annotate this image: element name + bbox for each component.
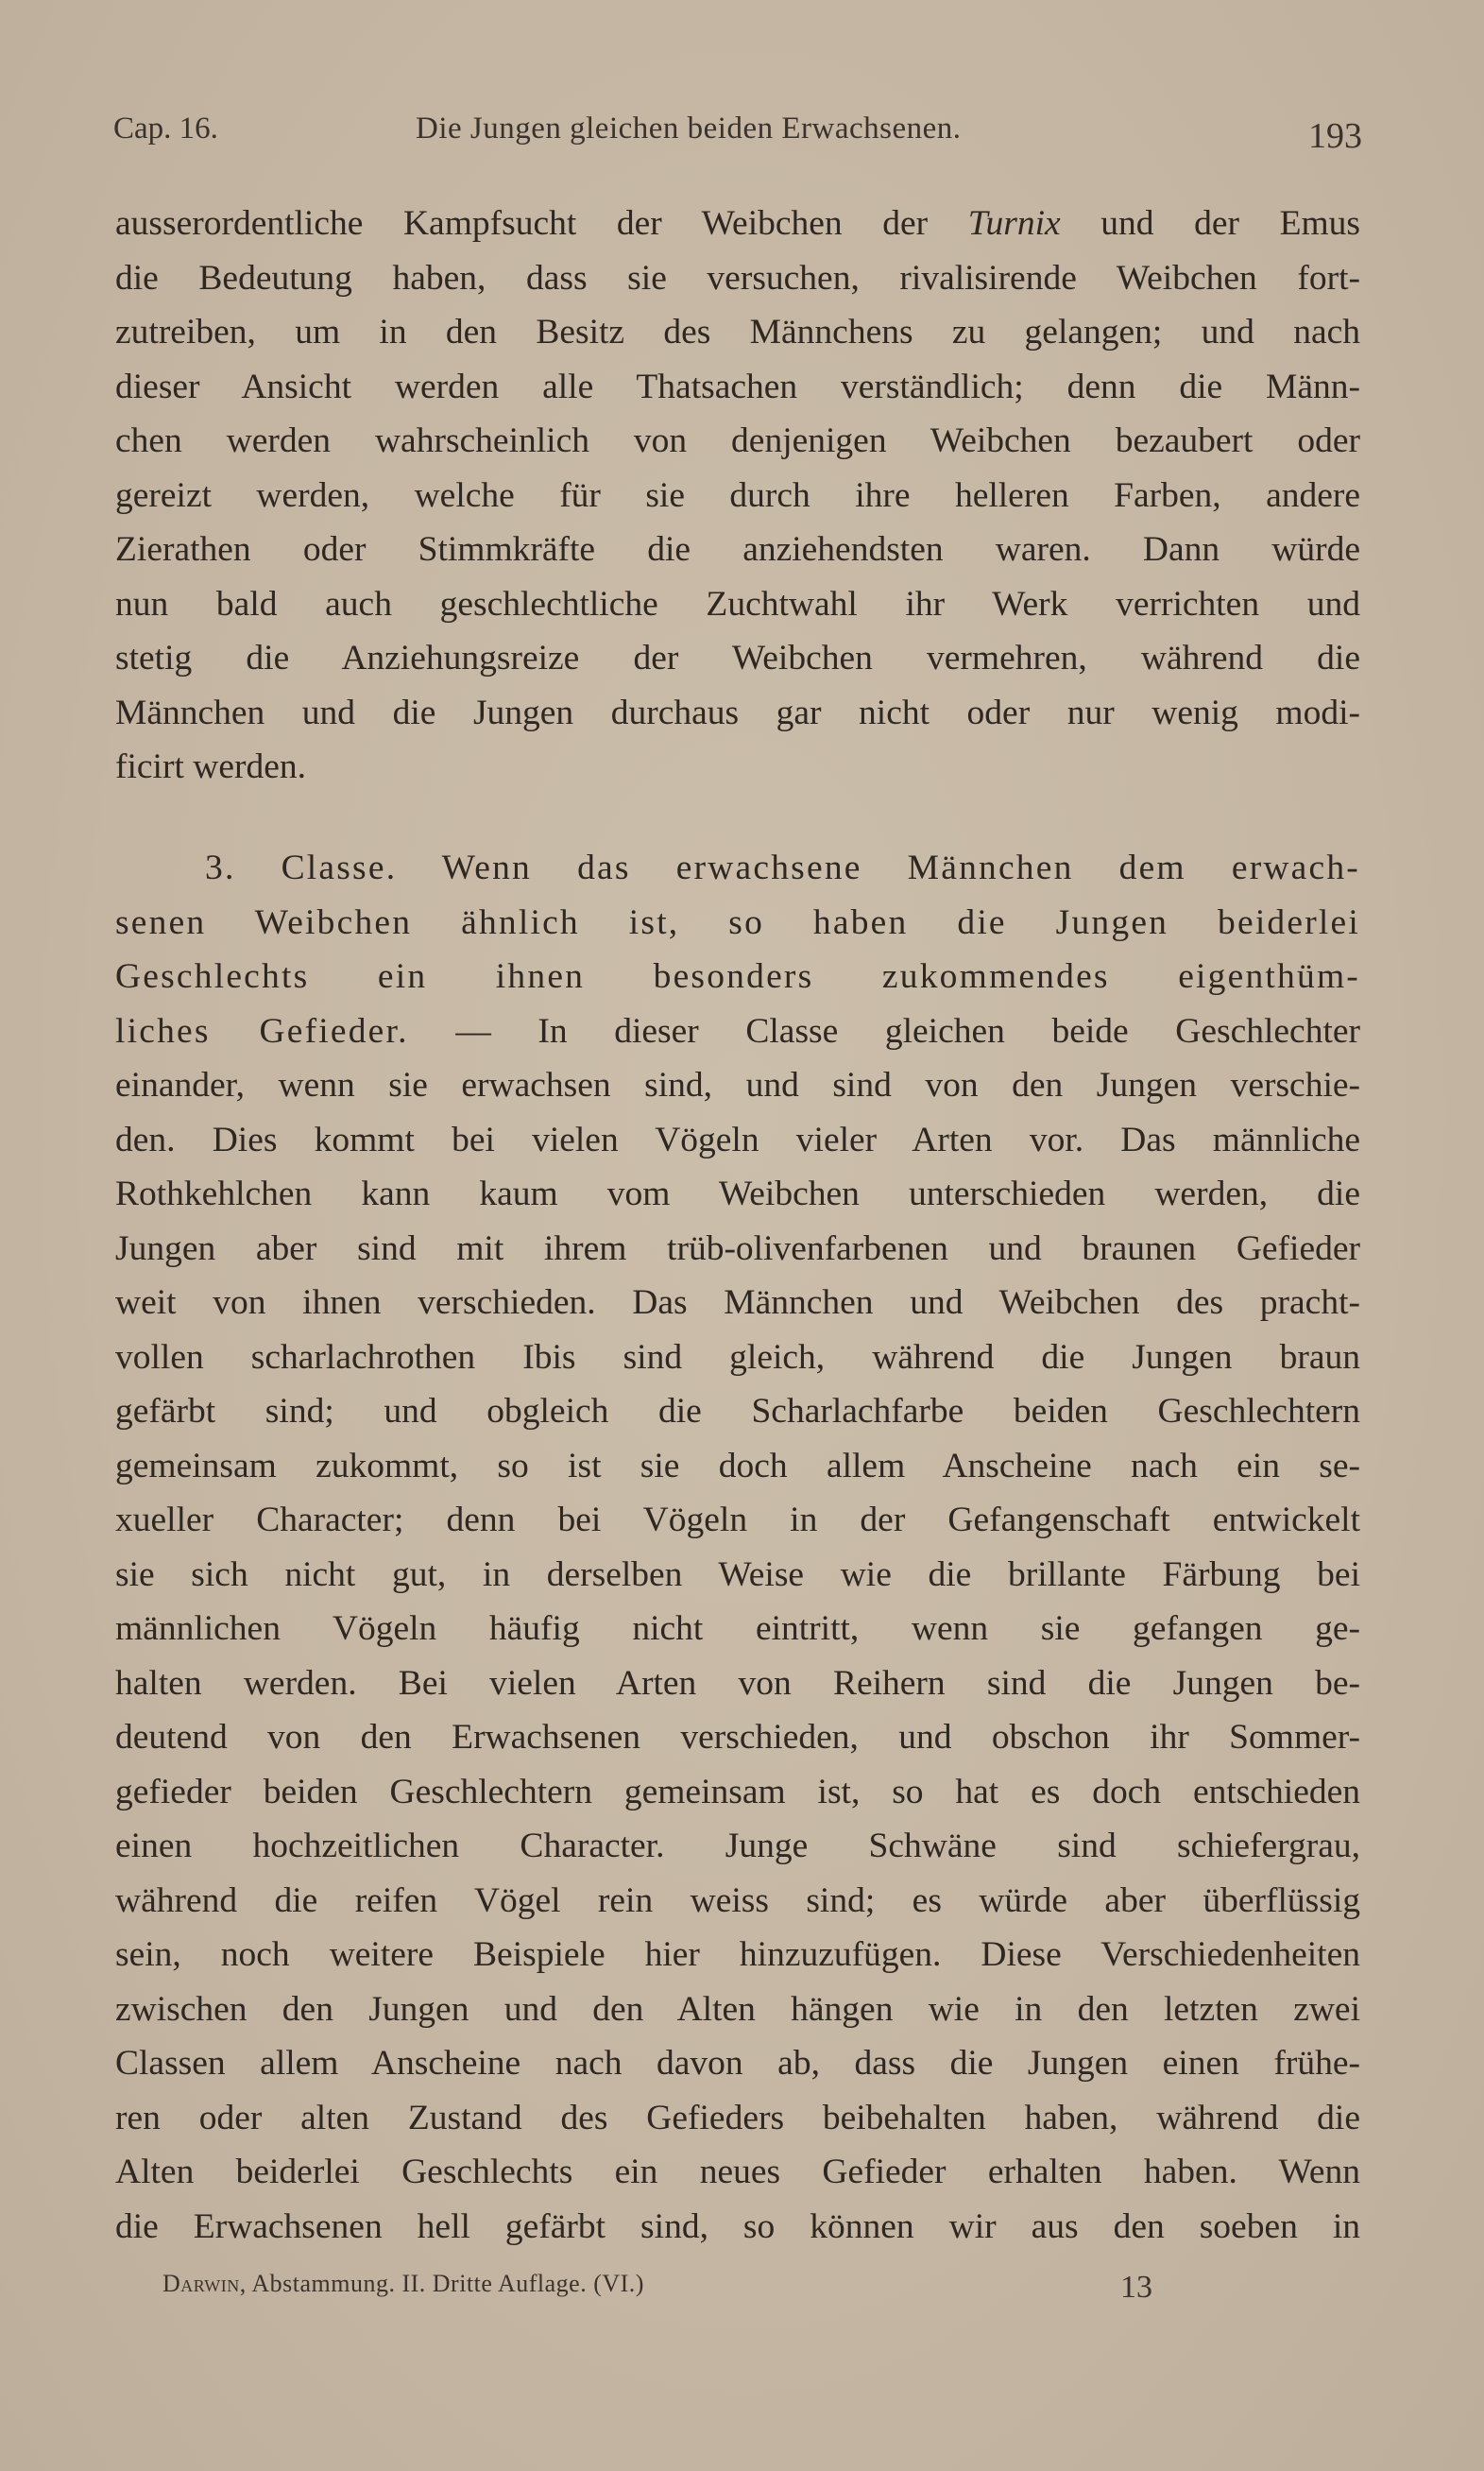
text-line: deutend von den Erwachsenen verschieden, und obschon ihr Sommer- — [115, 1718, 1360, 1757]
chapter-label: Cap. 16. — [113, 112, 218, 146]
paragraph-1 — [115, 197, 1360, 795]
text-line: männlichen Vögeln häufig nicht eintritt, wenn sie gefangen ge- — [115, 1609, 1360, 1648]
spaced-line: 3. Classe. Wenn das erwachsene Männchen dem erwach- — [205, 849, 1360, 887]
text-line: den. Dies kommt bei vielen Vögeln vieler Arten vor. Das männliche — [115, 1120, 1360, 1159]
footer-author: Darwin — [162, 2270, 240, 2297]
text-line: vollen scharlachrothen Ibis sind gleich, während die Jungen braun — [115, 1337, 1360, 1377]
spaced-heading-end: liches Gefieder. — [115, 1011, 409, 1051]
text-line: liches Gefieder. — In dieser Classe gleichen beide Geschlechter — [115, 1011, 1360, 1051]
text-line: Jungen aber sind mit ihrem trüb-olivenfarbenen und braunen Gefieder — [115, 1228, 1360, 1268]
text-line: Zierathen oder Stimmkräfte die anziehendsten waren. Dann würde — [115, 530, 1360, 569]
running-title: Die Jungen gleichen beiden Erwachsenen. — [416, 112, 962, 146]
text-line: ren oder alten Zustand des Gefieders beibehalten haben, während die — [115, 2098, 1360, 2137]
text-line: gefärbt sind; und obgleich die Scharlachfarbe beiden Geschlechtern — [115, 1392, 1360, 1431]
text-line: Männchen und die Jungen durchaus gar nicht oder nur wenig modi- — [115, 693, 1360, 732]
signature-mark: 13 — [1120, 2270, 1152, 2305]
text-line: weit von ihnen verschieden. Das Männchen und Weibchen des pracht- — [115, 1283, 1360, 1322]
paragraph-2 — [115, 841, 1360, 2254]
text-line: stetig die Anziehungsreize der Weibchen vermehren, während die — [115, 639, 1360, 678]
text-line: halten werden. Bei vielen Arten von Reihern sind die Jungen be- — [115, 1663, 1360, 1703]
text-line: während die reifen Vögel rein weiss sind; es würde aber überflüssig — [115, 1880, 1360, 1920]
text-line: nun bald auch geschlechtliche Zuchtwahl ihr Werk verrichten und — [115, 584, 1360, 624]
spaced-line: senen Weibchen ähnlich ist, so haben die Jungen beiderlei — [115, 902, 1360, 942]
text-line: Classen allem Anscheine nach davon ab, dass die Jungen einen frühe- — [115, 2044, 1360, 2083]
text-line: ausserordentliche Kampfsucht der Weibchen der Turnix und der Emus — [115, 204, 1360, 243]
text-line: ficirt werden. — [115, 747, 306, 786]
text-line: zutreiben, um in den Besitz des Männchens zu gelangen; und nach — [115, 313, 1360, 352]
text-line: gemeinsam zukommt, so ist sie doch allem Anscheine nach ein se- — [115, 1446, 1360, 1485]
text-line: chen werden wahrscheinlich von denjenigen Weibchen bezaubert oder — [115, 421, 1360, 460]
footer-imprint: Darwin, Abstammung. II. Dritte Auflage. (VI.) — [162, 2270, 644, 2297]
text-line: sein, noch weitere Beispiele hier hinzuzufügen. Diese Verschiedenheiten — [115, 1935, 1360, 1974]
spaced-line: Geschlechts ein ihnen besonders zukommendes eigenthüm- — [115, 957, 1360, 996]
text-line: gefieder beiden Geschlechtern gemeinsam ist, so hat es doch entschieden — [115, 1772, 1360, 1811]
text-line: Alten beiderlei Geschlechts ein neues Gefieder erhalten haben. Wenn — [115, 2153, 1360, 2191]
text-line: die Erwachsenen hell gefärbt sind, so können wir aus den soeben in — [115, 2206, 1360, 2246]
text-line: sie sich nicht gut, in derselben Weise wie die brillante Färbung bei — [115, 1554, 1360, 1594]
running-head — [113, 112, 1370, 159]
text-line: die Bedeutung haben, dass sie versuchen, rivalisirende Weibchen fort- — [115, 258, 1360, 298]
text-line: zwischen den Jungen und den Alten hängen wie in den letzten zwei — [115, 1989, 1360, 2029]
page-number: 193 — [1308, 116, 1362, 156]
text-line: dieser Ansicht werden alle Thatsachen verständlich; denn die Männ- — [115, 367, 1360, 406]
text-line: Rothkehlchen kann kaum vom Weibchen unterschieden werden, die — [115, 1175, 1360, 1213]
text-line: einander, wenn sie erwachsen sind, und sind von den Jungen verschie- — [115, 1066, 1360, 1105]
text-line: xueller Character; denn bei Vögeln in der Gefangenschaft entwickelt — [115, 1501, 1360, 1539]
text-line: einen hochzeitlichen Character. Junge Schwäne sind schiefergrau, — [115, 1827, 1360, 1865]
italic-genus-name: Turnix — [967, 204, 1061, 243]
text-line: gereizt werden, welche für sie durch ihre helleren Farben, andere — [115, 475, 1360, 515]
